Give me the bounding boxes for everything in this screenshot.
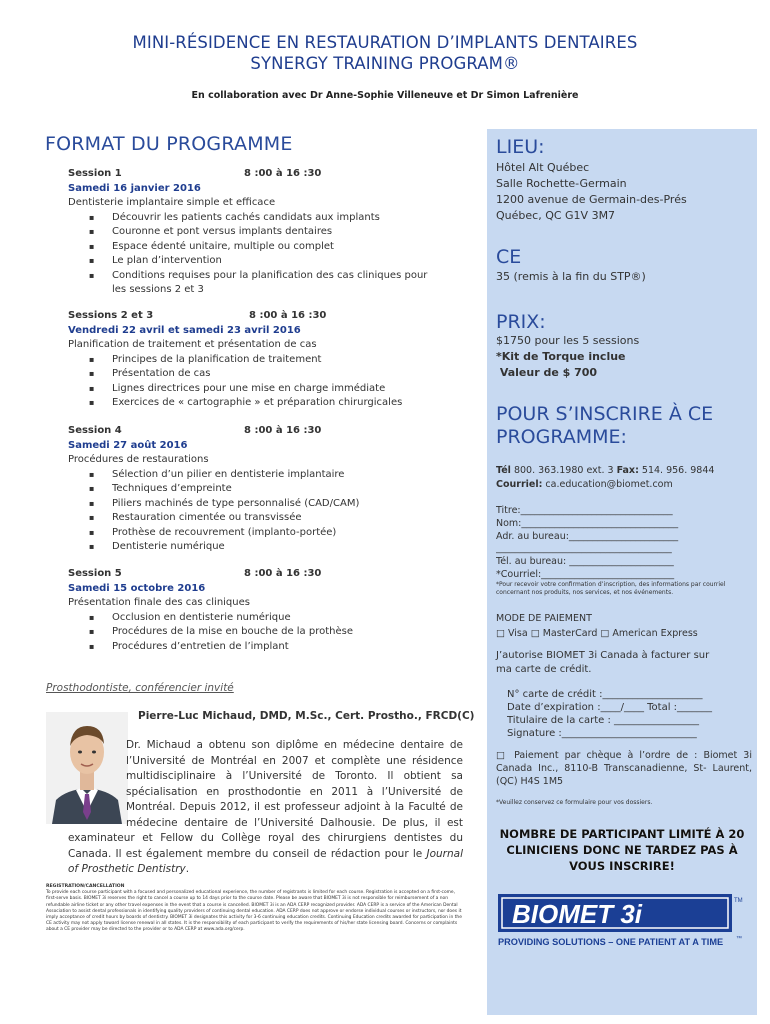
session-label: Sessions 2 et 3 [68,310,154,321]
registration-text: To provide each course participant with a focused and personalized educational experience, the number of registrants is limited for each course. Registration is accepted on a first-come, first-serve basis. BIOMET 3i reserves the right to cancel a course up to 14 days prior to the course date. Please be aware that BIOMET 3i is not responsible for reimbursement of a non refundable airline ticket or any other travel expenses in the event that a course is cancelled. BIOMET 3i is an ADA CERP recognized provider. ADA CERP is a service of the American Dental Association to assist dental professionals in identifying quality providers of continuing dental education. ADA CERP does not approve or endorse individual courses or instructors, nor does it imply acceptance of credit hours by boards of dentistry. BIOMET 3i designates this activity for 3-6 continuing education credits. Continuing Education credits awarded for participation in the CE activity may not apply toward license renewal in all states. It is the responsibility of each participant to verify the requirements of his/her state licensing board. Concerns or complaints about a CE provider may be directed to the provider or to ADA CERP at www.ada.org/cerp. [46,890,462,933]
speaker-bio [68,738,463,878]
email-value[interactable]: ca.education@biomet.com [542,479,673,490]
session-subtitle: Présentation finale des cas cliniques [68,597,250,608]
keep-note: *Veuillez conservez ce formulaire pour vos dossiers. [496,799,653,806]
contact-info [496,464,714,492]
list-item: ▪ Restauration cimentée ou transvissée [112,511,468,526]
page-title-line1: MINI-RÉSIDENCE EN RESTAURATION D’IMPLANTS DENTAIRES [132,33,638,52]
card-holder-field[interactable]: Titulaire de la carte : _________________ [507,715,700,726]
card-number-field[interactable]: N° carte de crédit :____________________ [507,689,703,700]
biomet-logo [496,890,748,952]
session-subtitle: Planification de traitement et présentation de cas [68,339,317,350]
lieu-heading: LIEU: [496,136,545,158]
session-time: 8 :00 à 16 :30 [249,310,327,321]
format-heading: FORMAT DU PROGRAMME [45,133,293,155]
session-topics [68,468,468,555]
prix-details [496,333,639,381]
email-label: Courriel: [496,479,543,490]
list-item: ▪ Couronne et pont versus implants dentaires [112,225,468,240]
ce-text: 35 (remis à la fin du STP®) [496,270,646,283]
session-label: Session 5 [68,568,122,579]
logo-tm: TM [734,898,743,904]
address-line: Salle Rochette-Germain [496,177,627,190]
biomet-logo-icon [496,890,748,952]
fax-value: 514. 956. 9844 [638,465,715,476]
session-4 [68,424,468,555]
fax-label: Fax: [616,465,639,476]
payment-heading: MODE DE PAIEMENT [496,613,592,624]
list-item: ▪ Sélection d’un pilier en dentisterie implantaire [112,468,468,483]
list-item: ▪ Procédures d’entretien de l’implant [112,640,468,655]
session-subtitle: Dentisterie implantaire simple et efficace [68,197,276,208]
address-line: Québec, QC G1V 3M7 [496,209,616,222]
session-date: Vendredi 22 avril et samedi 23 avril 2016 [68,324,301,336]
authorize-text: J’autorise BIOMET 3i Canada à facturer sur ma carte de crédit. [496,650,710,675]
session-subtitle: Procédures de restaurations [68,454,209,465]
list-item: ▪ Le plan d’intervention [112,254,468,269]
form-field-adresse[interactable]: Adr. au bureau:_______________________ [496,530,679,542]
tel-value: 800. 363.1980 ext. 3 [510,465,617,476]
session-date: Samedi 16 janvier 2016 [68,182,201,194]
address-line: 1200 avenue de Germain-des-Prés [496,193,687,206]
list-item: ▪ Présentation de cas [112,367,468,382]
bio-period: . [185,863,190,875]
form-field-courriel[interactable]: *Courriel:____________________________ [496,568,675,580]
speaker-bio-text: Dr. Michaud a obtenu son diplôme en médecine dentaire de l’Université de Montréal en 2007 et complète une résidence multidisciplinaire à l’Université de Toronto. Il obtient sa spécialisation en prosthodontie en 2011 à l’Université de Montréal. Depuis 2012, il est professeur adjoint à la Faculté de médecine dentaire de l’Université Dalhousie. De plus, il est examinateur et Fellow du Collège royal des chirurgiens dentistes du Canada. Il est également membre du conseil de rédaction pour le [68,739,463,860]
list-item: ▪ Principes de la planification de traitement [112,353,468,368]
inscrire-heading-line: PROGRAMME: [496,426,627,448]
value-line: Valeur de $ 700 [496,366,598,379]
session-5 [68,567,468,654]
session-time: 8 :00 à 16 :30 [244,168,322,179]
list-item: ▪ Espace édenté unitaire, multiple ou complet [112,240,468,255]
registration-heading: REGISTRATION/CANCELLATION [46,884,125,889]
card-form [507,688,753,740]
list-item: ▪ Techniques d’empreinte [112,482,468,497]
confirmation-note: *Pour recevoir votre confirmation d’inscription, des informations par courriel concernant nos produits, nos services, et nos événements. [496,581,726,596]
address-line: Hôtel Alt Québec [496,161,590,174]
lieu-address [496,160,687,224]
speaker-caption: Prosthodontiste, conférencier invité [46,682,234,694]
list-item: ▪ Découvrir les patients cachés candidats aux implants [112,211,468,226]
ce-heading: CE [496,246,522,268]
speaker-name: Pierre-Luc Michaud, DMD, M.Sc., Cert. Prostho., FRCD(C) [138,710,475,722]
cheque-option[interactable]: □ Paiement par chèque à l’ordre de : Biomet 3i Canada Inc., 8110-B Transcanadienne, St- Laurent, (QC) H4S 1M5 [496,750,752,787]
session-time: 8 :00 à 16 :30 [244,425,322,436]
collaboration-line: En collaboration avec Dr Anne-Sophie Villeneuve et Dr Simon Lafrenière [191,90,579,101]
registration-form [496,505,746,582]
session-date: Samedi 15 octobre 2016 [68,582,206,594]
list-item: ▪ Procédures de la mise en bouche de la prothèse [112,625,468,640]
list-item: ▪ Piliers machinés de type personnalisé (CAD/CAM) [112,497,468,512]
list-item: ▪ Lignes directrices pour une mise en charge immédiate [112,382,468,397]
session-label: Session 4 [68,425,122,436]
list-item: ▪ Occlusion en dentisterie numérique [112,611,468,626]
photo-spacer [46,738,126,828]
payment-section [496,611,698,641]
price-line: $1750 pour les 5 sessions [496,334,640,347]
logo-tagline: PROVIDING SOLUTIONS – ONE PATIENT AT A TIME [498,937,724,947]
form-field-nom[interactable]: Nom:_________________________________ [496,517,679,529]
tel-label: Tél [496,465,511,476]
session-label: Session 1 [68,168,122,179]
form-field-tel[interactable]: Tél. au bureau: ______________________ [496,556,674,568]
logo-brand-text: BIOMET 3i [512,899,643,929]
payment-options[interactable]: □ Visa □ MasterCard □ American Express [496,628,698,639]
session-topics [68,211,468,298]
session-1 [68,167,468,298]
limit-notice: NOMBRE DE PARTICIPANT LIMITÉ À 20 CLINICIENS DONC NE TARDEZ PAS À VOUS INSCRIRE! [499,827,745,873]
card-expiry-field[interactable]: Date d’expiration :____/____ Total :_______ [507,702,713,713]
inscrire-heading [496,403,713,449]
logo-tagline-tm: ™ [736,936,742,942]
session-time: 8 :00 à 16 :30 [244,568,322,579]
registration-fine-print [46,884,466,934]
kit-line: *Kit de Torque inclue [496,350,626,363]
journal-name: Journal of Prosthetic Dentistry [68,847,463,875]
prix-heading: PRIX: [496,311,546,333]
form-field-titre[interactable]: Titre:________________________________ [496,505,673,516]
form-field-adresse-2[interactable]: _____________________________________ [496,543,672,555]
list-item: ▪ Exercices de « cartographie » et préparation chirurgicales [112,396,468,411]
inscrire-heading-line: POUR S’INSCRIRE À CE [496,403,714,425]
list-item: ▪ Prothèse de recouvrement (implanto-portée) [112,526,468,541]
list-item: ▪ Dentisterie numérique [112,540,468,555]
signature-field[interactable]: Signature :___________________________ [507,728,697,739]
session-date: Samedi 27 août 2016 [68,439,188,451]
session-2-3 [68,309,468,411]
page-title-line2: SYNERGY TRAINING PROGRAM® [250,54,520,73]
session-topics [68,611,468,655]
list-item: ▪ Conditions requises pour la planification des cas cliniques pour les sessions 2 et 3 [112,269,442,298]
session-topics [68,353,468,411]
